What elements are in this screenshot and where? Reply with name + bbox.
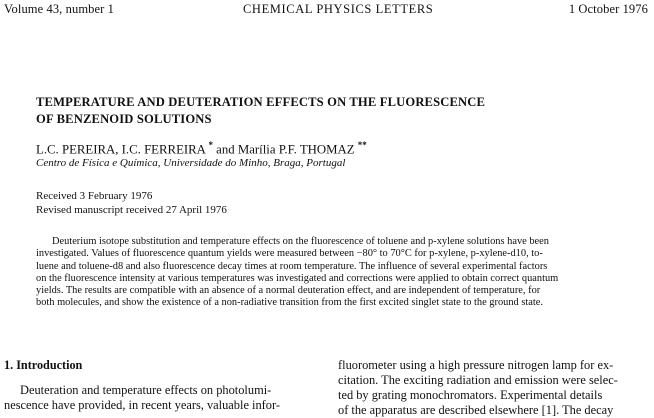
abstract-line: on the fluorescence intensity at various temperatures was investigated and corrections were applied to obtain correct quantum	[36, 272, 559, 284]
right-column-text	[338, 358, 654, 418]
author-1: L.C. PEREIRA, I.C. FERREIRA	[36, 142, 206, 157]
body-line: of the apparatus are described elsewhere [1]. The decay	[338, 403, 614, 417]
footnote-mark-2: **	[357, 140, 367, 150]
author-list	[36, 140, 367, 157]
abstract-line: both molecules, and show the existence of a non-radiative transition from the first excited singlet state to the ground state.	[36, 297, 543, 309]
body-line: fluorometer using a high pressure nitrogen lamp for ex-	[338, 358, 614, 372]
body-line: ted by grating monochromators. Experimental details	[338, 388, 603, 402]
article-title	[36, 94, 485, 128]
left-column-text	[4, 383, 314, 413]
author-connector: and	[212, 142, 238, 157]
received-date: Received 3 February 1976	[36, 190, 153, 202]
abstract-line: investigated. Values of fluorescence quantum yields were measured between −80° to 70°C for p-xylene, p-xylene-d10, to-	[36, 248, 543, 260]
title-line-1: TEMPERATURE AND DEUTERATION EFFECTS ON THE FLUORESCENCE	[36, 95, 486, 109]
title-line-2: OF BENZENOID SOLUTIONS	[36, 112, 212, 126]
body-line: Deuteration and temperature effects on photolumi-	[20, 383, 272, 397]
footnote-mark-1: *	[208, 140, 213, 150]
journal-name: CHEMICAL PHYSICS LETTERS	[243, 2, 434, 16]
author-2: Marília P.F. THOMAZ	[237, 142, 355, 157]
affiliation: Centro de Física e Química, Universidade do Minho, Braga, Portugal	[36, 157, 346, 169]
issue-date: 1 October 1976	[568, 2, 648, 16]
abstract-line: Deuterium isotope substitution and temperature effects on the fluorescence of toluene and p-xylene solutions have been	[52, 236, 549, 247]
body-line: citation. The exciting radiation and emission were selec-	[338, 373, 618, 387]
abstract-line: yields. The results are compatible with an absence of a normal deuteration effect, and are independent of temperature, for	[36, 285, 541, 297]
abstract-line: luene and toluene-d8 and also fluorescence decay times at room temperature. The influence of several experimental factors	[36, 260, 548, 272]
volume-number: Volume 43, number 1	[4, 2, 114, 16]
manuscript-dates	[36, 190, 227, 217]
revised-date: Revised manuscript received 27 April 1976	[36, 203, 227, 216]
section-heading: 1. Introduction	[4, 358, 83, 372]
body-line: nescence have provided, in recent years, valuable infor-	[4, 398, 280, 412]
abstract	[36, 236, 654, 310]
